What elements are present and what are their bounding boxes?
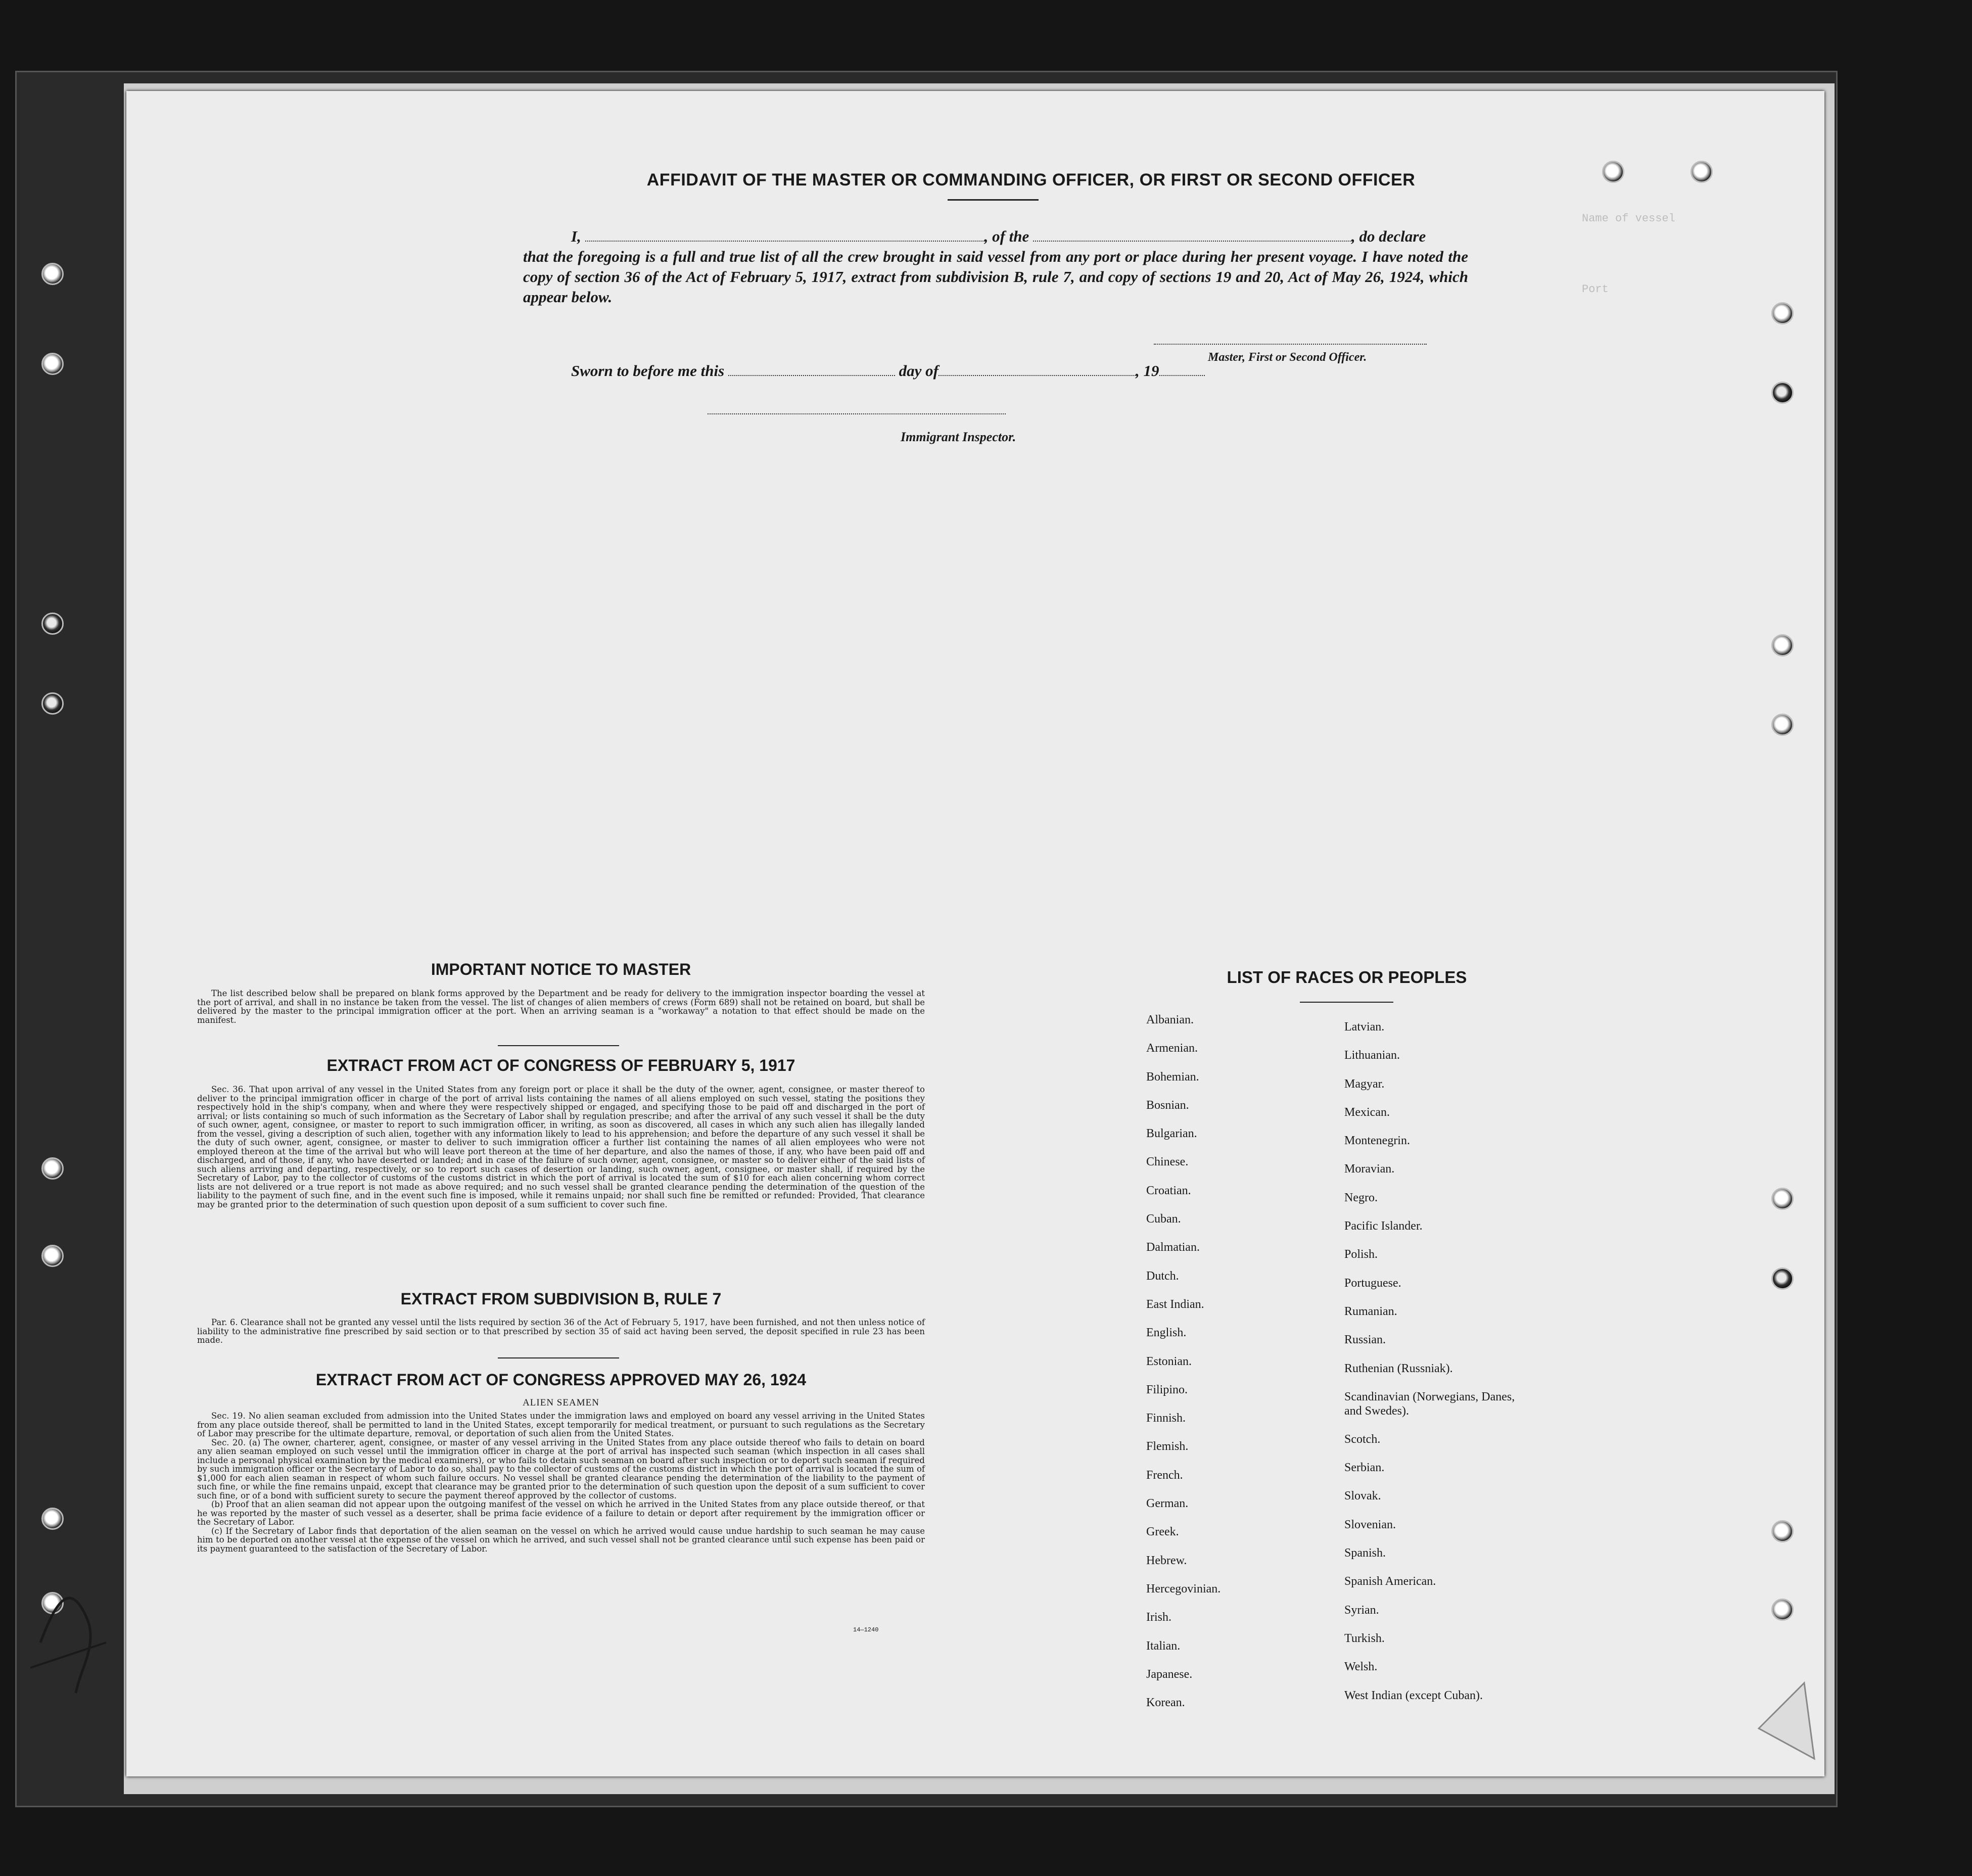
race-item: Dutch. (1146, 1269, 1179, 1283)
declaration-block (523, 226, 1468, 307)
race-item: German. (1146, 1497, 1189, 1511)
race-item: Latvian. (1344, 1020, 1385, 1034)
race-item: Syrian. (1344, 1603, 1379, 1617)
paragraph-6-text: Par. 6. Clearance shall not be granted any vessel until the lists required by section 36 of the Act of February 5, 1917, have been furnished, and not then unless notice of liability to the administrative fine prescribed by said section or to that prescribed by section 35 of said act having been served, the deposit specified in rule 23 has been made. (197, 1318, 925, 1345)
sworn-line (571, 362, 1205, 380)
race-item: Moravian. (1344, 1162, 1395, 1176)
section-36-text: Sec. 36. That upon arrival of any vessel in the United States from any foreign port or place it shall be the duty of the owner, agent, consignee, or master thereof to deliver to the principal immigration officer in charge of the port of arrival lists containing the names of all aliens employed on such vessel, stating the positions they respectively hold in the ship's company, when and where they were respectively shipped or engaged, and specifying those to be paid off and discharged in the port of arrival; or lists containing so much of such information as the Secretary of Labor shall by regulation prescribe; and after the arrival of any such vessel it shall be the duty of such owner, agent, consignee, or master to report to such immigration officer, in writing, as soon as discovered, all cases in which any such alien has illegally landed from the vessel, giving a description of such alien, together with any information likely to lead to his apprehension; and before the departure of any such vessel it shall be the duty of such owner, agent, consignee, or master to deliver to such immigration officer a further list containing the names of all alien employees who were not employed thereon at the time of the arrival but who will leave port thereon at the time of her departure, and also the names of those, if any, who have been paid off and discharged, and of those, if any, who have deserted or landed; and in case of the failure of such owner, agent, consignee, or master so to deliver either of the said lists of such aliens arriving and departing, respectively, or so to report such cases of desertion or landing, such owner, agent, consignee, or master shall, if required by the Secretary of Labor, pay to the collector of customs of the customs district in which the port of arrival is located the sum of $10 for each alien concerning whom correct lists are not delivered or a true report is not made as above required; and no such vessel shall be granted clearance pending the determination of the question of the liability to the payment of such fine, and in the event such fine is imposed, while it remains unpaid; nor shall such fine be remitted or refunded: Provided, That clearance may be granted prior to the determination of such question upon deposit of a sum sufficient to cover such fine. (197, 1085, 925, 1209)
vessel-name-field[interactable] (1033, 241, 1351, 242)
race-item: Irish. (1146, 1611, 1171, 1624)
extract-1917-title: EXTRACT FROM ACT OF CONGRESS OF FEBRUARY 5, 1917 (326, 1056, 795, 1074)
race-item: Cuban. (1146, 1212, 1181, 1226)
binder-hole-icon (1771, 1268, 1794, 1290)
race-item: Ruthenian (Russniak). (1344, 1362, 1453, 1375)
section-divider (498, 1045, 619, 1046)
race-item: Magyar. (1344, 1077, 1385, 1091)
extract-1917-body (197, 1085, 925, 1209)
binder-hole-icon (41, 1508, 64, 1530)
race-item: Lithuanian. (1344, 1049, 1400, 1062)
races-right-column (1344, 1013, 1526, 1710)
race-item: West Indian (except Cuban). (1344, 1689, 1483, 1702)
binder-hole-icon (1771, 382, 1794, 404)
officer-signature-line[interactable] (1154, 344, 1427, 345)
notice-text: The list described below shall be prepared on blank forms approved by the Department and be ready for delivery to the immigration inspector boarding the vessel at the port of arrival, and shall in no instance be taken from the vessel. The list of changes of alien members of crews (Form 689) shall not be retained on board, but shall be delivered by the master to the principal immigration officer at the port. When an arriving seaman is a "workaway" a notation to that effect should be made on the manifest. (197, 989, 925, 1025)
extract-1924-body (197, 1412, 925, 1553)
section-20c-text: (c) If the Secretary of Labor finds that deportation of the alien seaman on the vessel on which he arrived would cause undue hardship to such seaman he may cause him to be deported on another vessel at the expense of the vessel on which he arrived, and such vessel shall not be granted clearance until such expense has been paid or its payment guaranteed to the satisfaction of the Secretary of Labor. (197, 1526, 925, 1554)
binder-hole-icon (1691, 161, 1713, 183)
of-the-label: , of the (984, 227, 1029, 245)
race-item: Russian. (1344, 1333, 1386, 1347)
race-item: Estonian. (1146, 1354, 1192, 1368)
title-divider (948, 199, 1039, 201)
binder-hole-icon (41, 1157, 64, 1180)
binder-hole-icon (41, 613, 64, 635)
race-item: Japanese. (1146, 1667, 1193, 1681)
do-declare-label: , do declare (1351, 227, 1426, 245)
section-20b-text: (b) Proof that an alien seaman did not appear upon the outgoing manifest of the vessel on which he arrived in the United States from any place outside thereof, or that he was reported by the master of such vessel as a deserter, shall be prima facie evidence of a failure to detain or deport after requirement by the immigration officer or the Secretary of Labor. (197, 1499, 925, 1527)
race-item: Spanish American. (1344, 1575, 1436, 1588)
form-number: 14—1240 (853, 1626, 879, 1633)
extract-1924-title: EXTRACT FROM ACT OF CONGRESS APPROVED MAY 26, 1924 (315, 1371, 807, 1389)
race-item: Finnish. (1146, 1412, 1186, 1425)
binder-hole-icon (1771, 1599, 1794, 1621)
race-item: Bosnian. (1146, 1098, 1189, 1112)
race-item: Armenian. (1146, 1042, 1198, 1055)
notice-body (197, 989, 925, 1024)
race-item: Croatian. (1146, 1184, 1191, 1197)
binder-hole-icon (1771, 1188, 1794, 1210)
show-through-text: Port (1582, 283, 1609, 296)
race-item: Pacific Islander. (1344, 1220, 1423, 1233)
race-item: Rumanian. (1344, 1304, 1397, 1318)
sworn-month-field[interactable] (938, 375, 1136, 376)
race-item: Serbian. (1344, 1461, 1385, 1475)
notice-title: IMPORTANT NOTICE TO MASTER (431, 960, 691, 978)
race-item: Dalmatian. (1146, 1241, 1200, 1254)
race-item: Bulgarian. (1146, 1127, 1197, 1141)
declarant-name-field[interactable] (585, 241, 984, 242)
race-item: Portuguese. (1344, 1276, 1401, 1290)
binder-hole-icon (41, 1592, 64, 1614)
race-item: Chinese. (1146, 1155, 1189, 1169)
race-item: Italian. (1146, 1639, 1181, 1653)
year-label: , 19 (1136, 362, 1159, 380)
section-19-text: Sec. 19. No alien seaman excluded from admission into the United States under the immigration laws and employed on board any vessel arriving in the United States from any place outside thereof, shall be permitted to land in the United States, except temporarily for medical treatment, or pursuant to such regulations as the Secretary of Labor may prescribe for the ultimate departure, removal, or deportation of such alien from the United States. (197, 1411, 925, 1438)
race-item: Negro. (1344, 1191, 1378, 1204)
extract-rule7-body (197, 1318, 925, 1345)
inspector-signature-label: Immigrant Inspector. (901, 430, 1016, 444)
race-item: French. (1146, 1468, 1183, 1482)
races-title: LIST OF RACES OR PEOPLES (1227, 968, 1467, 987)
race-item: Bohemian. (1146, 1070, 1199, 1084)
declarant-prefix: I, (571, 227, 581, 245)
binder-hole-icon (1771, 714, 1794, 736)
race-item: Filipino. (1146, 1383, 1188, 1396)
race-item: Spanish. (1344, 1546, 1386, 1560)
race-item: English. (1146, 1326, 1187, 1340)
race-item: Slovak. (1344, 1489, 1381, 1503)
race-item: Flemish. (1146, 1440, 1189, 1453)
day-of-label: day of (899, 362, 938, 380)
races-left-column (1146, 1006, 1220, 1717)
binder-hole-icon (41, 263, 64, 285)
binder-hole-icon (1771, 1520, 1794, 1542)
race-item: Korean. (1146, 1696, 1185, 1710)
race-item: Scotch. (1344, 1432, 1381, 1446)
race-item: Hercegovinian. (1146, 1582, 1221, 1596)
section-divider (498, 1357, 619, 1358)
race-item: Slovenian. (1344, 1518, 1396, 1531)
race-item: Polish. (1344, 1248, 1378, 1261)
extract-rule7-title: EXTRACT FROM SUBDIVISION B, RULE 7 (400, 1290, 722, 1308)
inspector-signature-line[interactable] (708, 413, 1006, 414)
binder-hole-icon (1771, 634, 1794, 656)
race-item: Turkish. (1344, 1631, 1385, 1645)
section-20a-text: Sec. 20. (a) The owner, charterer, agent, consignee, or master of any vessel arriving in the United States from any place outside thereof who fails to detain on board any alien seaman employed on such vessel until the immigration officer in charge at the port of arrival has inspected such seaman (which inspection in all cases shall include a personal physical examination by the medical examiners), or who fails to detain such seaman on board after such inspection or to deport such seaman if required by such immigration officer or the Secretary of Labor to do so, shall pay to the collector of customs of the customs district in which the port of arrival is located the sum of $1,000 for each alien seaman in respect of whom such failure occurs. No vessel shall be granted clearance pending the determination of the liability to the payment of such fine, or while the fine remains unpaid, except that clearance may be granted prior to the determination of such question upon the deposit of a sum sufficient to cover such fine, or of a bond with sufficient surety to secure the payment thereof approved by the collector of customs. (197, 1437, 925, 1500)
race-item: Mexican. (1344, 1105, 1390, 1119)
races-divider (1300, 1002, 1393, 1003)
binder-hole-icon (1771, 302, 1794, 324)
binder-hole-icon (41, 692, 64, 715)
sworn-year-field[interactable] (1159, 375, 1205, 376)
race-item: Scandinavian (Norwegians, Danes, and Swedes). (1344, 1390, 1515, 1418)
declaration-text: that the foregoing is a full and true list of all the crew brought in said vessel from any port or place during her present voyage. I have noted the copy of section 36 of the Act of February 5, 1917, extract from subdivision B, rule 7, and copy of sections 19 and 20, Act of May 26, 1924, which appear below. (523, 248, 1468, 306)
binder-hole-icon (1602, 161, 1624, 183)
binder-hole-icon (41, 1245, 64, 1267)
show-through-text: Name of vessel (1582, 212, 1675, 225)
race-item: Albanian. (1146, 1013, 1194, 1026)
officer-signature-label: Master, First or Second Officer. (1208, 351, 1367, 364)
race-item: Hebrew. (1146, 1554, 1187, 1567)
binder-hole-icon (41, 353, 64, 375)
race-item: Welsh. (1344, 1660, 1378, 1674)
race-item: Montenegrin. (1344, 1134, 1410, 1148)
alien-seamen-subtitle: ALIEN SEAMEN (523, 1397, 599, 1408)
sworn-label: Sworn to before me this (571, 362, 725, 380)
race-item: Greek. (1146, 1525, 1179, 1539)
affidavit-title: AFFIDAVIT OF THE MASTER OR COMMANDING OFFICER, OR FIRST OR SECOND OFFICER (646, 170, 1416, 190)
sworn-day-field[interactable] (728, 375, 895, 376)
race-item: East Indian. (1146, 1297, 1204, 1311)
